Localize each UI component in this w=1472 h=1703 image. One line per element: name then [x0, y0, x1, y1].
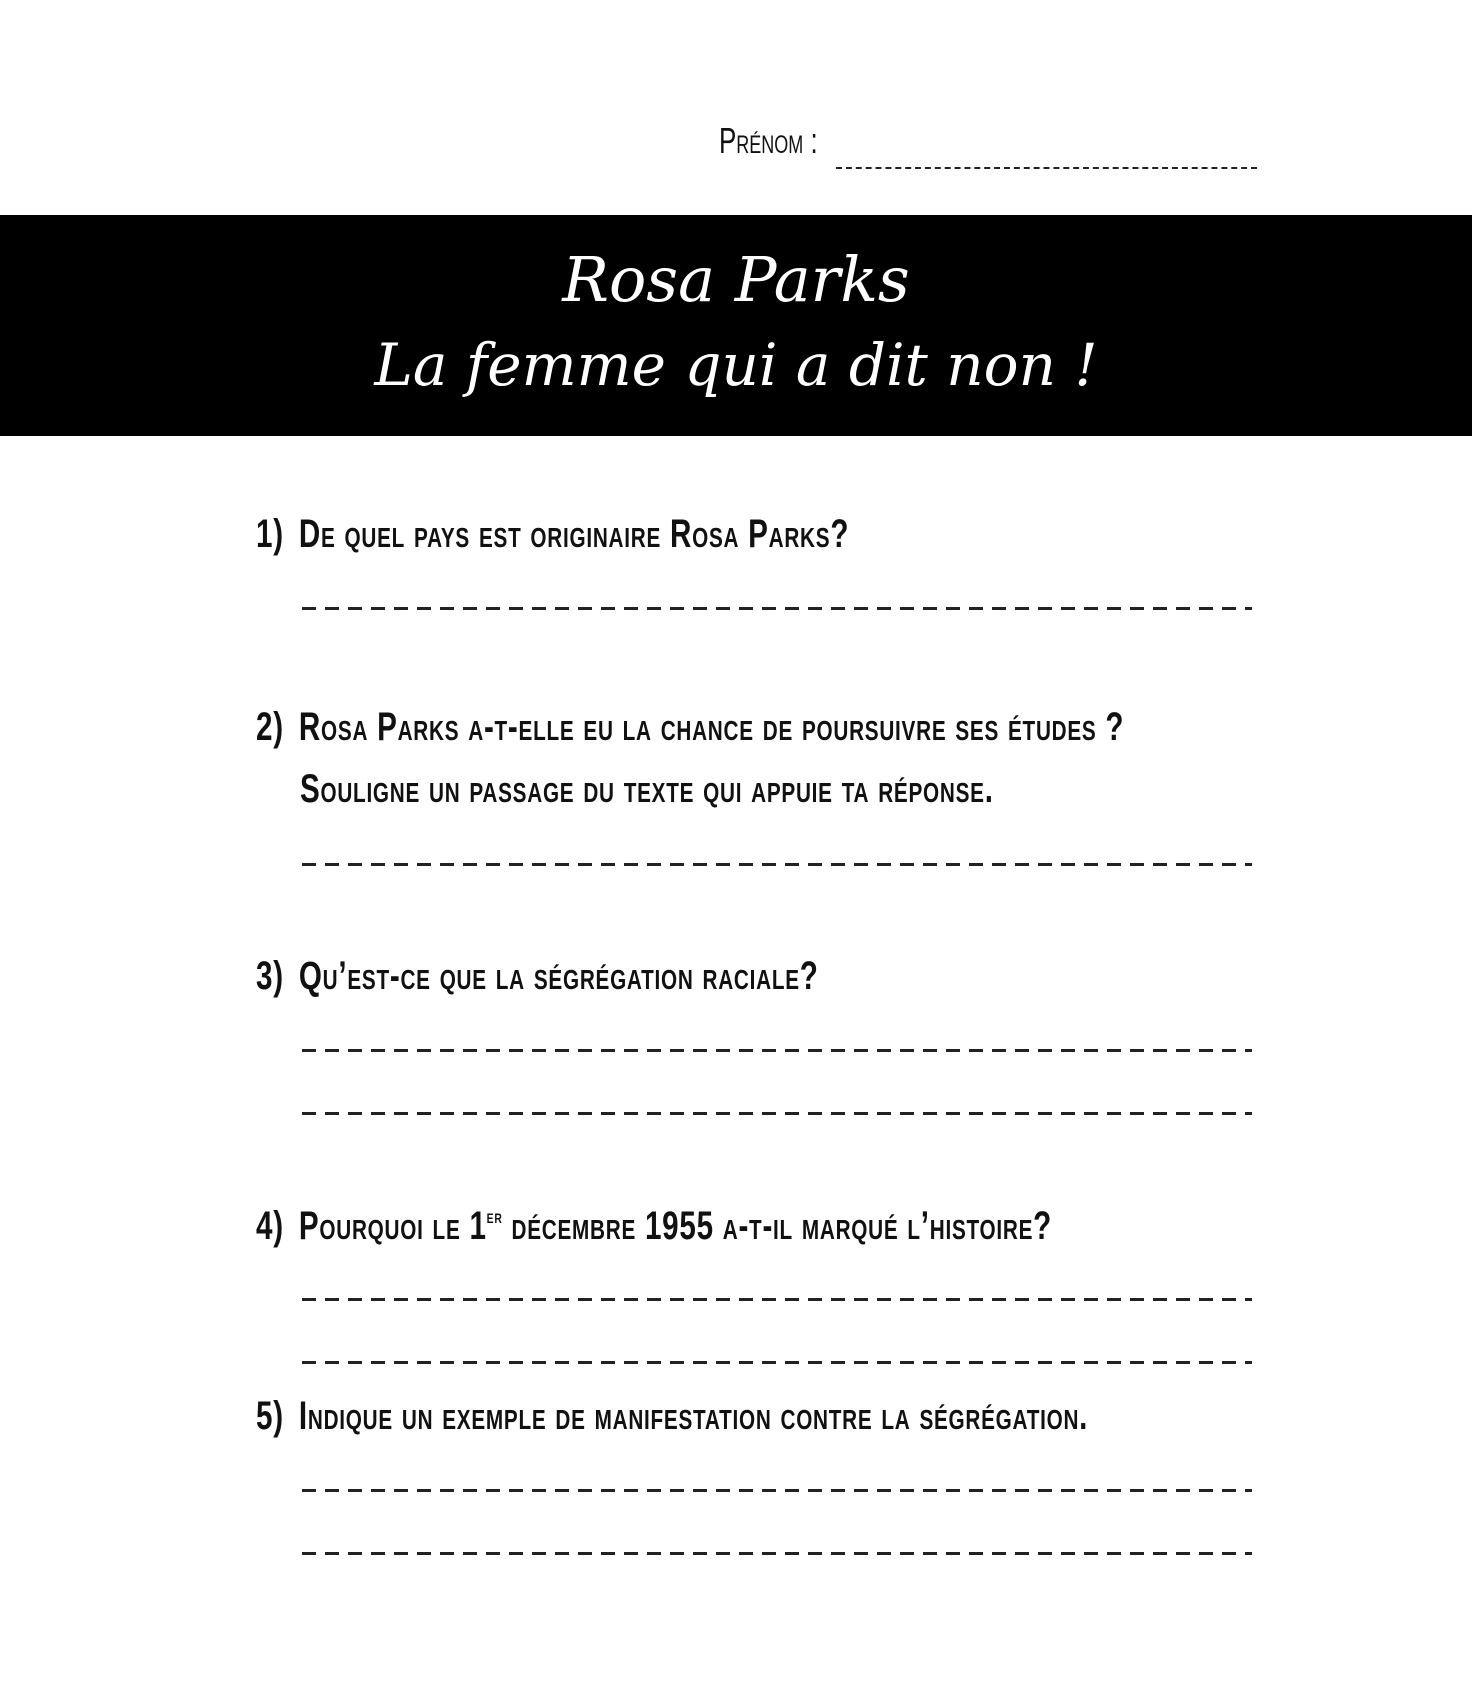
question-2 [256, 705, 1124, 750]
answer-line[interactable] [302, 1112, 1252, 1115]
question-text: Rosa Parks a-t-elle eu la chance de poursuivre ses études ? [298, 705, 1125, 749]
question-2-line2: Souligne un passage du texte qui appuie ta réponse. [300, 767, 994, 811]
question-1 [256, 512, 849, 557]
question-text-end: décembre 1955 a-t-il marqué l’histoire? [502, 1204, 1052, 1248]
answer-line[interactable] [302, 1489, 1252, 1492]
question-4 [256, 1204, 1052, 1249]
answer-line[interactable] [302, 1552, 1252, 1555]
question-text: Indique un exemple de manifestation contre la ségrégation. [298, 1394, 1089, 1438]
answer-line[interactable] [302, 1049, 1252, 1052]
answer-line[interactable] [302, 863, 1252, 866]
question-number: 4) [256, 1204, 284, 1248]
question-number: 2) [256, 705, 284, 749]
question-number: 1) [256, 512, 284, 556]
ordinal-superscript: er [486, 1206, 503, 1228]
question-number: 5) [256, 1394, 284, 1438]
name-label: Prénom : [719, 120, 818, 161]
banner-title: Rosa Parks [562, 243, 910, 316]
title-banner [0, 215, 1472, 436]
answer-line[interactable] [302, 607, 1252, 610]
question-5 [256, 1394, 1088, 1439]
question-text: De quel pays est originaire Rosa Parks? [298, 512, 850, 556]
question-text: Qu’est-ce que la ségrégation raciale? [298, 954, 819, 998]
answer-line[interactable] [302, 1361, 1252, 1364]
name-input-line[interactable] [836, 167, 1257, 169]
question-text-start: Pourquoi le 1 [298, 1204, 487, 1248]
banner-subtitle: La femme qui a dit non ! [374, 331, 1098, 399]
question-number: 3) [256, 954, 284, 998]
question-3 [256, 954, 819, 999]
answer-line[interactable] [302, 1298, 1252, 1301]
